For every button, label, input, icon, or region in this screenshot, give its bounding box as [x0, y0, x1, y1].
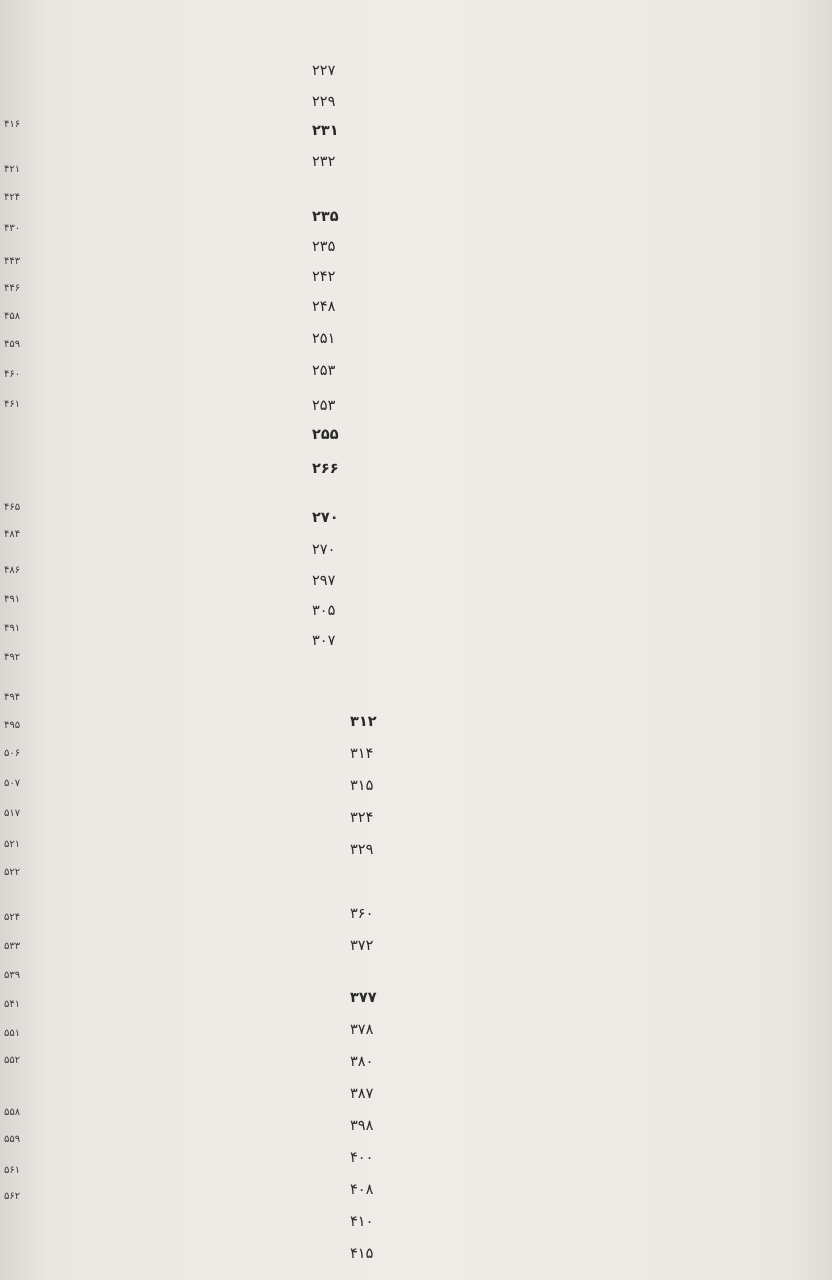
entry-page-number: ۲۳۲: [312, 154, 336, 170]
entry-page-number: ۳۱۴: [350, 746, 374, 762]
entry-page-number: ۲۳۱: [312, 123, 339, 139]
edge-page-number: ۴۶۵: [4, 502, 21, 513]
edge-page-number: ۴۴۳: [4, 256, 21, 267]
entry-page-number: ۲۴۲: [312, 269, 336, 285]
edge-page-number: ۵۴۱: [4, 999, 21, 1010]
edge-page-number: ۵۰۶: [4, 748, 21, 759]
edge-page-number: ۵۳۹: [4, 970, 21, 981]
edge-page-number: ۴۹۴: [4, 692, 21, 703]
edge-page-number: ۴۹۵: [4, 720, 21, 731]
edge-page-number: ۴۸۶: [4, 565, 21, 576]
entry-page-number: ۲۳۵: [312, 239, 336, 255]
edge-page-number: ۵۵۱: [4, 1028, 21, 1039]
edge-page-number: ۴۶۱: [4, 399, 21, 410]
entry-page-number: ۳۶۰: [350, 906, 374, 922]
entry-page-number: ۲۴۸: [312, 299, 336, 315]
entry-page-number: ۲۵۳: [312, 363, 336, 379]
edge-page-number: ۴۵۹: [4, 339, 21, 350]
entry-page-number: ۲۲۹: [312, 94, 336, 110]
edge-page-number: ۴۴۶: [4, 283, 21, 294]
edge-page-number: ۴۹۲: [4, 652, 21, 663]
entry-page-number: ۳۰۷: [312, 633, 336, 649]
entry-page-number: ۳۰۵: [312, 603, 336, 619]
edge-page-number: ۵۰۷: [4, 778, 21, 789]
edge-page-number: ۵۳۳: [4, 941, 21, 952]
entry-page-number: ۳۹۸: [350, 1118, 374, 1134]
edge-page-number: ۵۶۲: [4, 1191, 21, 1202]
edge-page-number: ۴۹۱: [4, 623, 21, 634]
edge-page-number: ۵۵۹: [4, 1134, 21, 1145]
edge-page-number: ۵۲۴: [4, 912, 21, 923]
entry-page-number: ۲۷۰: [312, 542, 336, 558]
entry-page-number: ۲۷۰: [312, 510, 339, 526]
entry-page-number: ۲۲۷: [312, 63, 336, 79]
entry-page-number: ۳۲۹: [350, 842, 374, 858]
edge-page-number: ۴۵۸: [4, 311, 21, 322]
entry-page-number: ۲۵۳: [312, 398, 336, 414]
entry-page-number: ۳۷۷: [350, 990, 377, 1006]
entry-page-number: ۲۵۱: [312, 331, 336, 347]
entry-page-number: ۳۷۸: [350, 1022, 374, 1038]
entry-page-number: ۳۲۴: [350, 810, 374, 826]
entry-page-number: ۴۱۰: [350, 1214, 374, 1230]
edge-page-number: ۴۹۱: [4, 594, 21, 605]
entry-page-number: ۳۱۲: [350, 714, 377, 730]
edge-page-number: ۵۶۱: [4, 1165, 21, 1176]
entry-page-number: ۲۹۷: [312, 573, 336, 589]
edge-page-number: ۵۱۷: [4, 808, 21, 819]
edge-page-number: ۴۲۴: [4, 192, 21, 203]
entry-page-number: ۴۰۸: [350, 1182, 374, 1198]
edge-page-number: ۵۵۲: [4, 1055, 21, 1066]
entry-page-number: ۳۱۵: [350, 778, 374, 794]
edge-page-number: ۴۶۰: [4, 369, 21, 380]
edge-page-number: ۴۲۱: [4, 164, 21, 175]
edge-page-number: ۵۵۸: [4, 1107, 21, 1118]
entry-page-number: ۳۸۷: [350, 1086, 374, 1102]
edge-page-number: ۴۳۰: [4, 223, 21, 234]
entry-page-number: ۴۱۵: [350, 1246, 374, 1262]
edge-page-number: ۵۲۲: [4, 867, 21, 878]
entry-page-number: ۳۷۲: [350, 938, 374, 954]
entry-page-number: ۳۸۰: [350, 1054, 374, 1070]
entry-page-number: ۲۶۶: [312, 461, 339, 477]
edge-page-number: ۴۱۶: [4, 119, 21, 130]
entry-page-number: ۲۵۵: [312, 427, 339, 443]
entry-page-number: ۲۳۵: [312, 209, 339, 225]
edge-page-number: ۴۸۴: [4, 529, 21, 540]
edge-page-number: ۵۲۱: [4, 839, 21, 850]
entry-page-number: ۴۰۰: [350, 1150, 374, 1166]
